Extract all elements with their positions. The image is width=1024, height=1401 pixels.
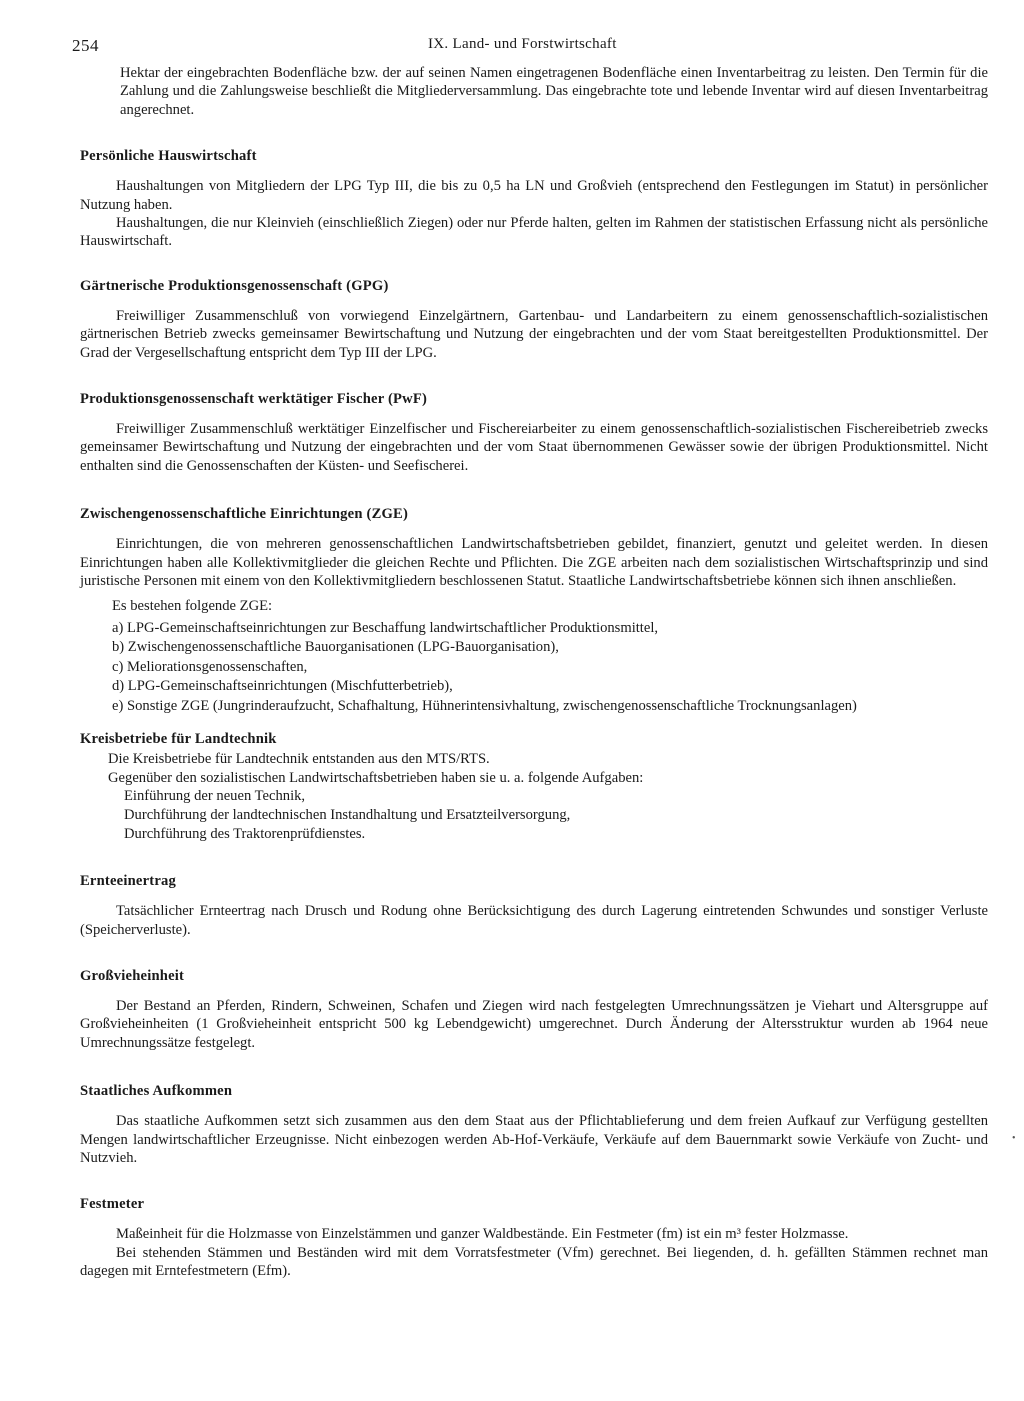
- paragraph: Freiwilliger Zusammenschluß von vorwiegend Einzelgärtnern, Gartenbau- und Landarbeitern zu einem genossenschaftlich-sozialistischen gärtnerischen Betrieb zwecks gemeinsamer Bewirtschaftung und Nutzung der eingebrachten und der vom Staat bereitgestellten Produktionsmittel. Der Grad der Vergesellschaftung entspricht dem Typ III der LPG.: [80, 307, 988, 361]
- paragraph: Haushaltungen, die nur Kleinvieh (einschließlich Ziegen) oder nur Pferde halten, gelten im Rahmen der statistischen Erfassung nicht als persönliche Hauswirtschaft.: [80, 215, 988, 250]
- list-item: Durchführung des Traktorenprüfdienstes.: [124, 826, 366, 843]
- section-staatliches-aufkommen: [80, 1082, 988, 1167]
- list-item: Einführung der neuen Technik,: [124, 788, 306, 805]
- section-zge: [80, 505, 988, 716]
- section-heading: Festmeter: [80, 1196, 145, 1213]
- section-heading: Kreisbetriebe für Landtechnik: [80, 731, 277, 748]
- list-item: a) LPG-Gemeinschaftseinrichtungen zur Beschaffung landwirtschaftlicher Produktionsmittel,: [112, 619, 659, 636]
- tasks-list: [80, 787, 988, 844]
- section-heading: Staatliches Aufkommen: [80, 1083, 233, 1100]
- running-title: IX. Land- und Forstwirtschaft: [428, 36, 617, 52]
- paragraph: Freiwilliger Zusammenschluß werktätiger Einzelfischer und Fischereiarbeiter zu einem genossenschaftlich-sozialistischen Fischereibetrieb zwecks gemeinsamer Bewirtschaftung und Nutzung der eingebrachten und der vom Staat übernommenen Gewässer sowie der übrigen Produktionsmittel. Nicht enthalten sind die Genossenschaften der Küsten- und Seefischerei.: [80, 421, 988, 474]
- section-heading: Produktionsgenossenschaft werktätiger Fischer (PwF): [80, 391, 428, 408]
- page-content: [80, 64, 988, 1281]
- section-festmeter: [80, 1195, 988, 1280]
- section-persoenliche-hauswirtschaft: [80, 147, 988, 251]
- paragraph: Das staatliche Aufkommen setzt sich zusammen aus den dem Staat aus der Pflichtablieferung und dem freien Aufkauf zur Verfügung gestellten Mengen landwirtschaftlicher Erzeugnisse. Nicht einbezogen werden Ab-Hof-Verkäufe, Verkäufe auf dem Bauernmarkt sowie Verkäufe von Zucht- und Nutzvieh.: [80, 1113, 988, 1167]
- page-number: 254: [72, 36, 99, 55]
- list-item: b) Zwischengenossenschaftliche Bauorganisationen (LPG-Bauorganisation),: [112, 639, 559, 656]
- list-item: Durchführung der landtechnischen Instandhaltung und Ersatzteilversorgung,: [124, 807, 571, 824]
- section-grossvieheinheit: [80, 967, 988, 1052]
- paragraph: Haushaltungen von Mitgliedern der LPG Typ III, die bis zu 0,5 ha LN und Großvieh (entsprechend den Festlegungen im Statut) in persönlicher Nutzung haben.: [80, 178, 988, 213]
- paragraph: Der Bestand an Pferden, Rindern, Schweinen, Schafen und Ziegen wird nach festgelegten Umrechnungssätzen je Viehart und Altersgruppe auf Großvieheinheiten (1 Großvieheinheit entspricht 500 kg Lebendgewicht) umgerechnet. Durch Änderung der Altersstruktur wurden ab 1964 neue Umrechnungssätze festgelegt.: [80, 998, 988, 1051]
- paragraph: Bei stehenden Stämmen und Beständen wird mit dem Vorratsfestmeter (Vfm) gerechnet. Bei liegenden, d. h. gefällten Stämmen rechnet man dagegen mit Erntefestmetern (Efm).: [80, 1244, 988, 1280]
- section-heading: Persönliche Hauswirtschaft: [80, 148, 257, 165]
- paragraph: Maßeinheit für die Holzmasse von Einzelstämmen und ganzer Waldbestände. Ein Festmeter (fm) ist ein m³ fester Holzmasse.: [116, 1226, 849, 1243]
- paragraph: Die Kreisbetriebe für Landtechnik entstanden aus den MTS/RTS.: [108, 751, 490, 768]
- section-heading: Gärtnerische Produktionsgenossenschaft (GPG): [80, 277, 389, 294]
- list-intro: Es bestehen folgende ZGE:: [112, 597, 273, 614]
- section-ernteeinertrag: [80, 872, 988, 939]
- section-heading: Großvieheinheit: [80, 968, 185, 985]
- list-item: d) LPG-Gemeinschaftseinrichtungen (Mischfutterbetrieb),: [112, 678, 453, 695]
- section-heading: Zwischengenossenschaftliche Einrichtungen (ZGE): [80, 506, 409, 523]
- paragraph: Gegenüber den sozialistischen Landwirtschaftsbetrieben haben sie u. a. folgende Aufgaben:: [108, 769, 644, 786]
- paragraph: Einrichtungen, die von mehreren genossenschaftlichen Landwirtschaftsbetrieben gebildet, finanziert, genutzt und geleitet werden. In diesen Einrichtungen haben alle Kollektivmitglieder die gleichen Rechte und Pflichten. Die ZGE arbeiten nach dem sozialistischen Wirtschaftsprinzip und sind juristische Personen mit einem von den Kollektivmitgliedern beschlossenen Statut. Staatliche Landwirtschaftsbetriebe können sich ihnen anschließen.: [80, 536, 988, 590]
- zge-list: [80, 619, 988, 717]
- section-heading: Ernteeinertrag: [80, 873, 176, 890]
- paragraph: Tatsächlicher Ernteertrag nach Drusch und Rodung ohne Berücksichtigung des durch Lagerung eintretenden Schwundes und sonstiger Verluste (Speicherverluste).: [80, 903, 988, 938]
- list-item: c) Meliorationsgenossenschaften,: [112, 658, 308, 675]
- print-speck: •: [1012, 1133, 1016, 1144]
- list-item: e) Sonstige ZGE (Jungrinderaufzucht, Schafhaltung, Hühnerintensivhaltung, zwischengenossenschaftliche Trocknungsanlagen): [112, 697, 857, 714]
- section-kreisbetriebe: [80, 730, 988, 844]
- section-pwf: [80, 390, 988, 475]
- section-gpg: [80, 277, 988, 362]
- intro-paragraph: Hektar der eingebrachten Bodenfläche bzw. der auf seinen Namen eingetragenen Bodenfläche einen Inventarbeitrag zu leisten. Den Termin für die Zahlung und die Zahlungsweise beschließt die Mitgliederversammlung. Das eingebrachte tote und lebende Inventar wird auf diesen Inventarbeitrag angerechnet.: [120, 65, 988, 118]
